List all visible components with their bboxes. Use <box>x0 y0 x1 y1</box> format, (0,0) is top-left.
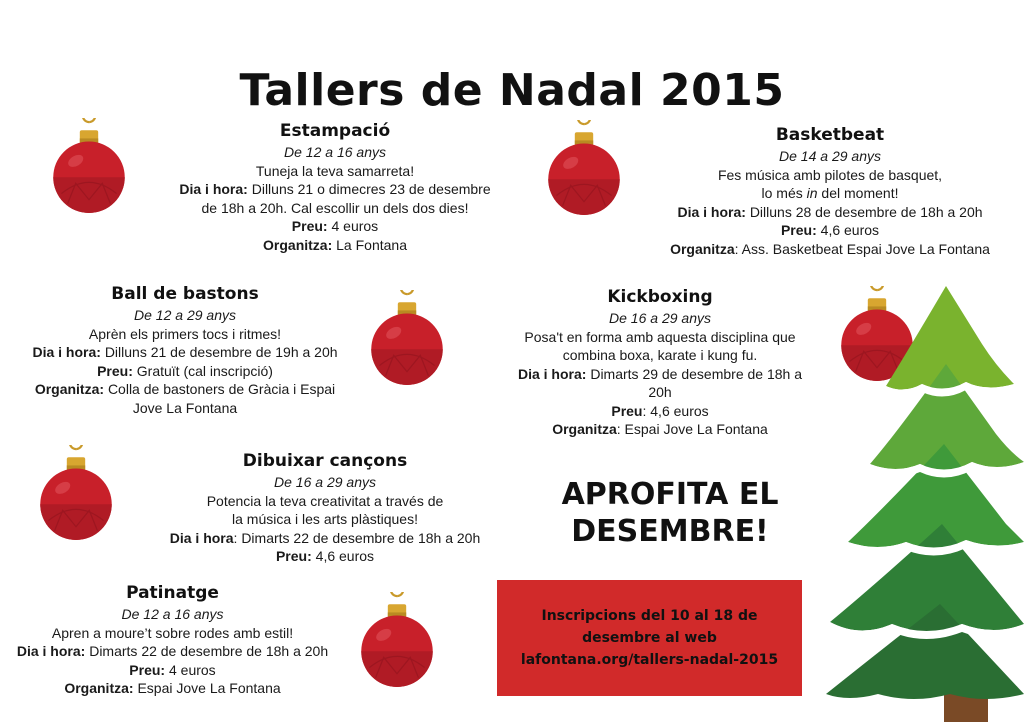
workshop-organizer <box>495 420 825 439</box>
banner-line: Inscripcions del 10 al 18 de <box>541 608 758 624</box>
workshop-price <box>495 402 825 421</box>
workshop-ages: De 16 a 29 anys <box>274 474 376 490</box>
workshop-schedule <box>150 529 500 548</box>
promo-line: DESEMBRE! <box>571 514 769 549</box>
workshop-organizer <box>0 679 345 698</box>
workshop-description: Apren a moure’t sobre rodes amb estil! <box>51 624 294 641</box>
schedule-value: Dilluns 28 de desembre de 18h a 20h <box>749 203 983 220</box>
workshop-basketbeat <box>640 125 1020 258</box>
ornament-icon <box>369 290 445 386</box>
schedule-label: Dia i hora <box>169 529 234 546</box>
workshop-title: Basketbeat <box>775 125 885 145</box>
schedule-value: : Dimarts 22 de desembre de 18h a 20h <box>233 529 481 546</box>
ornament-icon <box>546 120 622 216</box>
workshop-ball-de-bastons <box>10 284 360 417</box>
workshop-description: Aprèn els primers tocs i ritmes! <box>88 325 282 342</box>
price-value: : 4,6 euros <box>642 402 709 419</box>
schedule-label: Dia i hora: <box>16 643 86 659</box>
price-value: 4 euros <box>331 218 379 234</box>
schedule-value: Dimarts 22 de desembre de 18h a 20h <box>89 643 329 659</box>
organizer-value: : Ass. Basketbeat Espai Jove La Fontana <box>734 240 990 257</box>
organizer-label: Organitza: <box>263 236 333 253</box>
ornament-icon <box>359 592 435 688</box>
organizer-label: Organitza <box>670 240 735 257</box>
workshop-ages: De 12 a 16 anys <box>121 606 224 622</box>
price-label: Preu: <box>780 222 817 238</box>
workshop-price <box>10 362 360 381</box>
ornament-icon <box>51 118 127 214</box>
workshop-ages: De 14 a 29 anys <box>779 148 881 164</box>
workshop-description: Fes música amb pilotes de basquet, <box>717 166 943 183</box>
workshop-patinatge <box>0 583 345 698</box>
workshop-organizer <box>155 236 515 255</box>
organizer-label: Organitza: <box>34 381 105 397</box>
workshop-title: Kickboxing <box>607 287 713 307</box>
organizer-label: Organitza: <box>64 680 134 696</box>
price-value: 4,6 euros <box>315 548 375 564</box>
workshop-description-cont: lo més in del moment! <box>761 185 899 201</box>
promo-text <box>540 476 800 550</box>
workshop-organizer <box>640 240 1020 259</box>
workshop-organizer-cont: Jove La Fontana <box>132 399 238 416</box>
workshop-title: Estampació <box>279 121 391 141</box>
workshop-schedule-cont: de 18h a 20h. Cal escollir un dels dos dies! <box>201 199 469 216</box>
registration-banner <box>497 580 802 696</box>
promo-line: APROFITA EL <box>561 477 779 512</box>
workshop-title: Ball de bastons <box>111 284 259 304</box>
price-label: Preu: <box>97 362 133 379</box>
workshop-description-cont: combina boxa, karate i kung fu. <box>562 347 758 363</box>
price-value: 4 euros <box>168 661 216 678</box>
workshop-schedule <box>0 642 345 661</box>
schedule-label: Dia i hora: <box>677 203 746 220</box>
workshop-ages: De 12 a 29 anys <box>134 307 236 323</box>
price-label: Preu: <box>291 218 328 234</box>
workshop-price <box>640 221 1020 240</box>
workshop-ages: De 12 a 16 anys <box>284 144 386 160</box>
organizer-value: La Fontana <box>336 236 407 253</box>
banner-url: lafontana.org/tallers-nadal-2015 <box>520 652 779 668</box>
schedule-value: Dimarts 29 de desembre de 18h a <box>590 365 803 382</box>
price-label: Preu: <box>129 661 166 678</box>
workshop-price <box>0 661 345 680</box>
workshop-description: Potencia la teva creativitat a través de <box>206 492 444 509</box>
organizer-value: Espai Jove La Fontana <box>137 680 281 696</box>
workshop-estampacio <box>155 121 515 254</box>
workshop-dibuixar-cancons <box>150 451 500 566</box>
workshop-organizer <box>10 380 360 399</box>
workshop-ages: De 16 a 29 anys <box>609 310 711 326</box>
price-value: Gratuït (cal inscripció) <box>136 362 273 379</box>
schedule-label: Dia i hora: <box>179 181 248 197</box>
organizer-value: Colla de bastoners de Gràcia i Espai <box>107 381 336 397</box>
ornament-icon <box>38 445 114 541</box>
organizer-value: : Espai Jove La Fontana <box>616 421 768 437</box>
workshop-description: Posa't en forma amb aquesta disciplina que <box>524 328 796 345</box>
workshop-price <box>150 547 500 566</box>
workshop-schedule <box>495 365 825 384</box>
christmas-tree-icon <box>826 284 1024 722</box>
workshop-schedule <box>155 180 515 199</box>
schedule-value: Dilluns 21 o dimecres 23 de desembre <box>251 181 491 197</box>
schedule-value: Dilluns 21 de desembre de 19h a 20h <box>104 344 338 360</box>
workshop-title: Patinatge <box>126 583 219 603</box>
workshop-schedule <box>640 203 1020 222</box>
workshop-kickboxing <box>495 287 825 439</box>
price-label: Preu: <box>275 548 312 564</box>
page-title: Tallers de Nadal 2015 <box>239 65 785 117</box>
workshop-description-cont: la música i les arts plàstiques! <box>232 511 418 527</box>
workshop-schedule-cont: 20h <box>648 384 672 400</box>
workshop-description: Tuneja la teva samarreta! <box>255 162 415 179</box>
schedule-label: Dia i hora: <box>32 344 101 360</box>
schedule-label: Dia i hora: <box>517 365 587 382</box>
workshop-price <box>155 217 515 236</box>
banner-line: desembre al web <box>582 630 717 646</box>
price-value: 4,6 euros <box>820 222 880 238</box>
organizer-label: Organitza <box>552 421 617 437</box>
workshop-title: Dibuixar cançons <box>242 451 408 471</box>
price-label: Preu <box>611 402 643 419</box>
workshop-schedule <box>10 343 360 362</box>
